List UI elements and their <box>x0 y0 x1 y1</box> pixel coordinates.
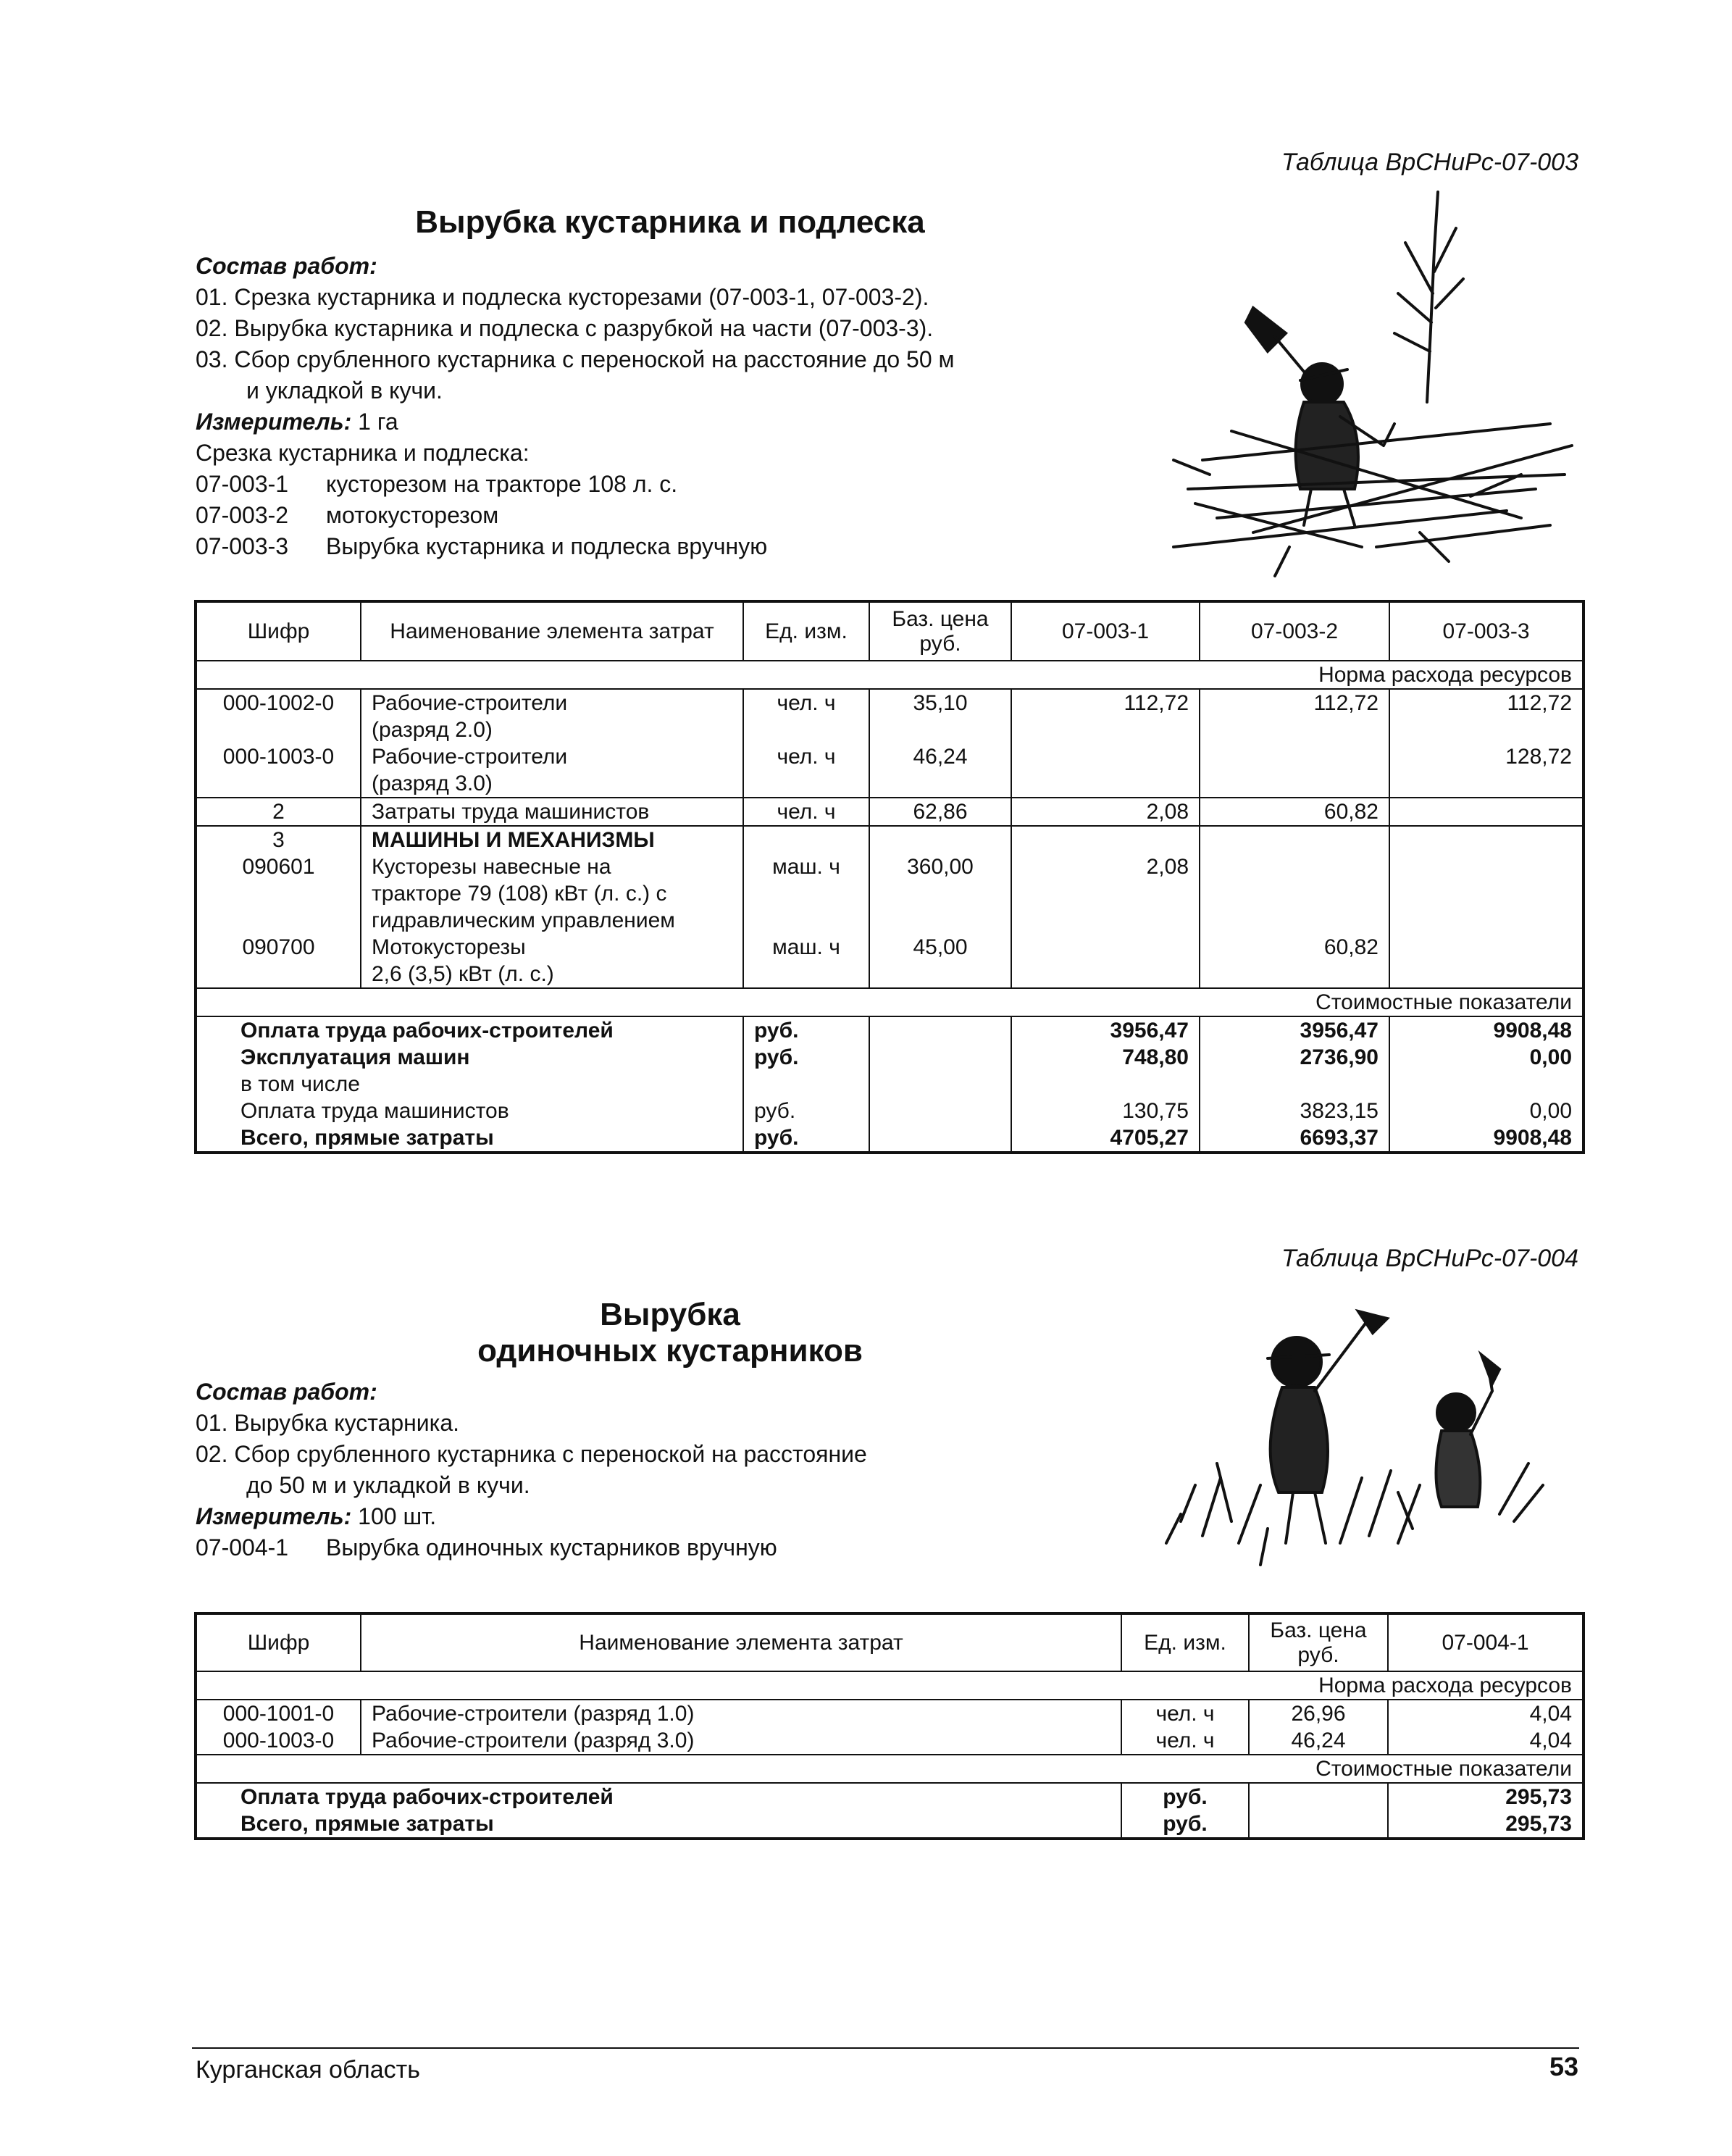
cost-subheader-row <box>196 1755 1584 1783</box>
cost-row <box>196 1783 1584 1810</box>
cost-value: 2736,90 <box>1200 1044 1389 1071</box>
bush-chopping-illustration <box>1152 1304 1557 1579</box>
composition-item: 02. Вырубка кустарника и подлеска с разрубкой на части (07-003-3). <box>196 315 934 341</box>
cell-value: 2,08 <box>1011 853 1200 934</box>
composition-header: Состав работ: <box>196 253 377 279</box>
norm-label: Норма расхода ресурсов <box>196 1671 1584 1700</box>
cell-name: Рабочие-строители (разряд 2.0) <box>361 689 743 743</box>
composition-item: и укладкой в кучи. <box>246 377 443 404</box>
cost-subheader-row <box>196 988 1584 1016</box>
cell-value: 60,82 <box>1200 798 1389 826</box>
header-cell: Ед. изм. <box>743 601 869 661</box>
norm-subheader-row <box>196 1671 1584 1700</box>
cost-name: в том числе <box>196 1071 743 1098</box>
page-number: 53 <box>1549 2052 1578 2081</box>
cell-code: 090601 <box>196 853 361 934</box>
cost-value: 3956,47 <box>1011 1016 1200 1044</box>
cell-name: Рабочие-строители (разряд 1.0) <box>361 1700 1121 1727</box>
header-cell: 07-003-2 <box>1200 601 1389 661</box>
cost-name: Всего, прямые затраты <box>196 1124 743 1153</box>
cost-label: Стоимостные показатели <box>196 1755 1584 1783</box>
variant-line <box>196 469 1181 500</box>
cost-value: 9908,48 <box>1389 1124 1584 1153</box>
cost-value: 3823,15 <box>1200 1098 1389 1124</box>
cost-row <box>196 1098 1584 1124</box>
table-row <box>196 689 1584 743</box>
meter-value: 1 га <box>351 409 398 435</box>
cost-value: 295,73 <box>1388 1810 1584 1839</box>
variant-code: 07-003-3 <box>196 533 289 559</box>
table-row <box>196 826 1584 853</box>
cost-name: Оплата труда рабочих-строителей <box>196 1783 1121 1810</box>
variant-text: мотокусторезом <box>326 502 499 528</box>
table-tag-07-003: Таблица ВрСНиРс-07-003 <box>1281 149 1578 176</box>
table-header-row <box>196 1613 1584 1671</box>
header-cell: Ед. изм. <box>1121 1613 1249 1671</box>
norm-label: Норма расхода ресурсов <box>196 661 1584 689</box>
variant-code: 07-003-1 <box>196 471 289 497</box>
section-title: Вырубка кустарника и подлеска <box>415 204 925 240</box>
header-cell: Баз. цена руб. <box>869 601 1011 661</box>
composition-item: 01. Срезка кустарника и подлеска кусторезами (07-003-1, 07-003-2). <box>196 284 929 310</box>
cost-unit: руб. <box>1121 1810 1249 1839</box>
header-cell: Шифр <box>196 601 361 661</box>
cell-unit: маш. ч <box>743 853 869 934</box>
cell-value <box>1011 934 1200 988</box>
cost-row-total <box>196 1124 1584 1153</box>
cost-name: Оплата труда рабочих-строителей <box>196 1016 743 1044</box>
header-cell: Шифр <box>196 1613 361 1671</box>
header-cell: Наименование элемента затрат <box>361 1613 1121 1671</box>
cell-value: 128,72 <box>1389 743 1584 798</box>
cell-value <box>1200 743 1389 798</box>
cell-name: Затраты труда машинистов <box>361 798 743 826</box>
cost-value: 6693,37 <box>1200 1124 1389 1153</box>
cell-code: 000-1001-0 <box>196 1700 361 1727</box>
meter-header: Измеритель: <box>196 409 352 435</box>
variant-code: 07-004-1 <box>196 1534 289 1560</box>
cell-code: 000-1003-0 <box>196 743 361 798</box>
cost-value: 3956,47 <box>1200 1016 1389 1044</box>
cost-row <box>196 1044 1584 1071</box>
composition-block <box>196 1376 1065 1563</box>
table-row <box>196 934 1584 988</box>
cost-unit: руб. <box>743 1124 869 1153</box>
cost-value: 9908,48 <box>1389 1016 1584 1044</box>
table-row <box>196 798 1584 826</box>
cell-price: 46,24 <box>869 743 1011 798</box>
cell-value <box>1389 798 1584 826</box>
cell-unit: чел. ч <box>743 743 869 798</box>
cost-unit: руб. <box>1121 1783 1249 1810</box>
cost-value: 4705,27 <box>1011 1124 1200 1153</box>
table-row <box>196 853 1584 934</box>
cell-value: 112,72 <box>1200 689 1389 743</box>
cell-unit: чел. ч <box>1121 1700 1249 1727</box>
cost-label: Стоимостные показатели <box>196 988 1584 1016</box>
header-cell: 07-003-1 <box>1011 601 1200 661</box>
cell-code: 090700 <box>196 934 361 988</box>
composition-item: 01. Вырубка кустарника. <box>196 1410 460 1436</box>
cost-value: 130,75 <box>1011 1098 1200 1124</box>
cost-row <box>196 1016 1584 1044</box>
table-header-row <box>196 601 1584 661</box>
composition-item: 03. Сбор срубленного кустарника с переноской на расстояние до 50 м <box>196 346 955 372</box>
cell-value <box>1200 853 1389 934</box>
cell-unit: маш. ч <box>743 934 869 988</box>
resources-table-07-004 <box>194 1612 1585 1840</box>
variant-code: 07-003-2 <box>196 502 289 528</box>
cost-name: Эксплуатация машин <box>196 1044 743 1071</box>
composition-header: Состав работ: <box>196 1379 377 1405</box>
cost-value: 0,00 <box>1389 1044 1584 1071</box>
cell-price: 26,96 <box>1249 1700 1388 1727</box>
table-row <box>196 1727 1584 1755</box>
cost-value: 748,80 <box>1011 1044 1200 1071</box>
cell-value: 112,72 <box>1011 689 1200 743</box>
cell-price: 360,00 <box>869 853 1011 934</box>
cost-row-total <box>196 1810 1584 1839</box>
composition-item: до 50 м и укладкой в кучи. <box>246 1472 530 1498</box>
cost-row <box>196 1071 1584 1098</box>
cell-unit: чел. ч <box>743 689 869 743</box>
variant-text: Вырубка одиночных кустарников вручную <box>326 1534 777 1560</box>
meter-line <box>196 1501 1065 1532</box>
header-cell: 07-003-3 <box>1389 601 1584 661</box>
resources-table-07-003 <box>194 600 1585 1154</box>
cell-price: 62,86 <box>869 798 1011 826</box>
meter-value: 100 шт. <box>351 1503 437 1529</box>
footer-divider <box>192 2047 1579 2049</box>
header-cell: Баз. цена руб. <box>1249 1613 1388 1671</box>
composition-block <box>196 251 1181 562</box>
subhead: Срезка кустарника и подлеска: <box>196 440 530 466</box>
table-row <box>196 1700 1584 1727</box>
variant-line <box>196 500 1181 531</box>
meter-line <box>196 406 1181 438</box>
cell-name: Кусторезы навесные на тракторе 79 (108) кВт (л. с.) с гидравлическим управлением <box>361 853 743 934</box>
cost-name: Всего, прямые затраты <box>196 1810 1121 1839</box>
cell-name: Рабочие-строители (разряд 3.0) <box>361 1727 1121 1755</box>
cell-name: Мотокусторезы 2,6 (3,5) кВт (л. с.) <box>361 934 743 988</box>
meter-header: Измеритель: <box>196 1503 352 1529</box>
cell-unit: чел. ч <box>743 798 869 826</box>
table-tag-07-004: Таблица ВрСНиРс-07-004 <box>1281 1245 1578 1272</box>
cell-value: 112,72 <box>1389 689 1584 743</box>
variant-line <box>196 531 1181 562</box>
norm-subheader-row <box>196 661 1584 689</box>
cell-value: 4,04 <box>1388 1700 1584 1727</box>
header-cell: 07-004-1 <box>1388 1613 1584 1671</box>
cell-value <box>1011 743 1200 798</box>
cost-unit: руб. <box>743 1016 869 1044</box>
header-cell: Наименование элемента затрат <box>361 601 743 661</box>
table-row <box>196 743 1584 798</box>
cell-value: 60,82 <box>1200 934 1389 988</box>
variant-text: Вырубка кустарника и подлеска вручную <box>326 533 768 559</box>
cell-code: 2 <box>196 798 361 826</box>
cell-value: 4,04 <box>1388 1727 1584 1755</box>
cell-code: 000-1002-0 <box>196 689 361 743</box>
cell-name: Рабочие-строители (разряд 3.0) <box>361 743 743 798</box>
cost-value: 0,00 <box>1389 1098 1584 1124</box>
cell-code: 3 <box>196 826 361 853</box>
cell-unit: чел. ч <box>1121 1727 1249 1755</box>
cost-name: Оплата труда машинистов <box>196 1098 743 1124</box>
cell-price: 45,00 <box>869 934 1011 988</box>
cost-unit: руб. <box>743 1044 869 1071</box>
cell-value: 2,08 <box>1011 798 1200 826</box>
cell-price: 35,10 <box>869 689 1011 743</box>
cost-unit: руб. <box>743 1098 869 1124</box>
section-title: Вырубка одиночных кустарников <box>477 1297 863 1369</box>
variant-text: кусторезом на тракторе 108 л. с. <box>326 471 678 497</box>
cost-value: 295,73 <box>1388 1783 1584 1810</box>
cell-code: 000-1003-0 <box>196 1727 361 1755</box>
cell-value <box>1389 934 1584 988</box>
cell-name: МАШИНЫ И МЕХАНИЗМЫ <box>361 826 743 853</box>
cell-price: 46,24 <box>1249 1727 1388 1755</box>
cell-value <box>1389 853 1584 934</box>
footer-region: Курганская область <box>196 2056 420 2084</box>
variant-line <box>196 1532 1065 1563</box>
composition-item: 02. Сбор срубленного кустарника с переноской на расстояние <box>196 1441 867 1467</box>
brush-cutting-illustration <box>1145 185 1594 580</box>
